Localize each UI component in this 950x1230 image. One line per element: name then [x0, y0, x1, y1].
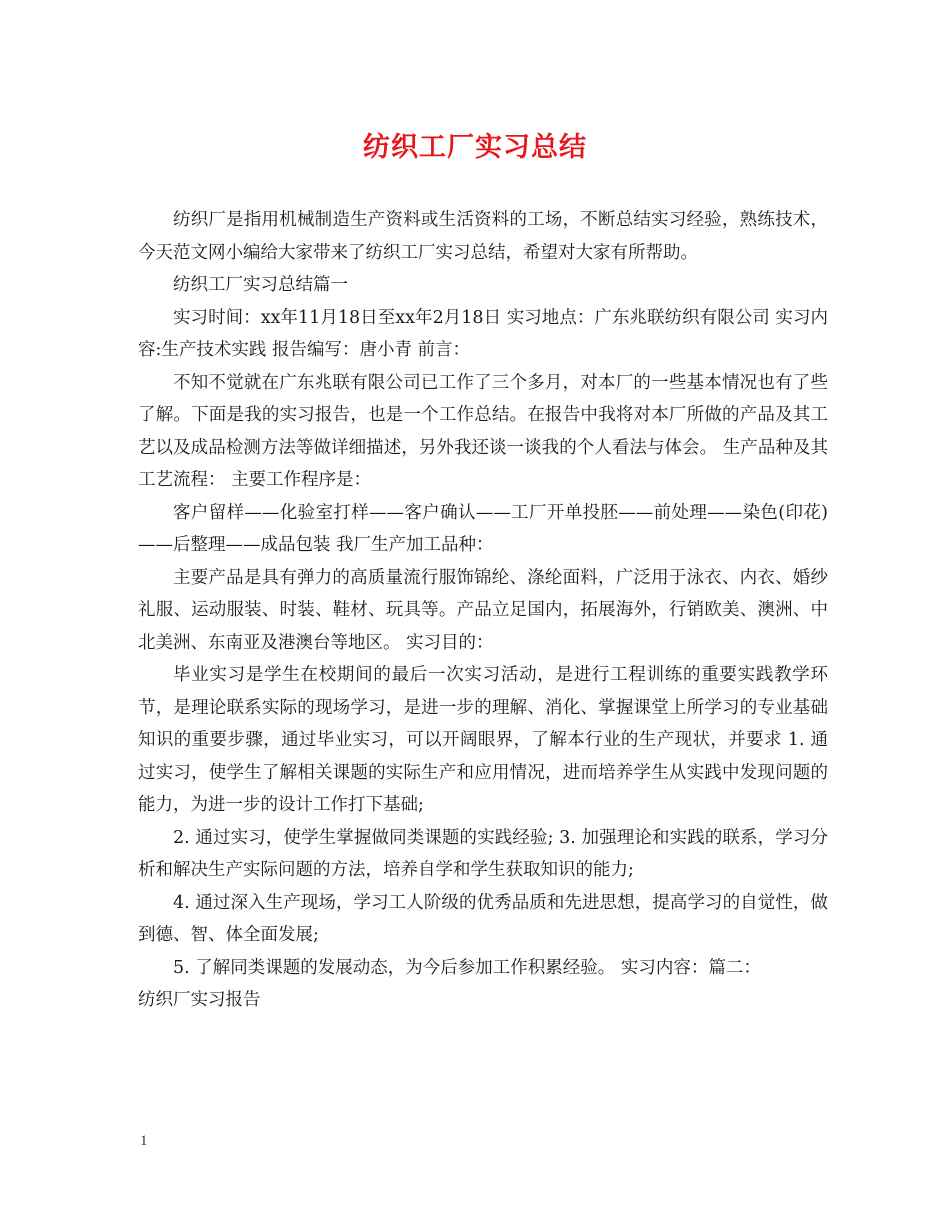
paragraph-section-heading: 纺织工厂实习总结篇一 — [173, 275, 348, 295]
paragraph-purpose-5: 5. 了解同类课题的发展动态，为今后参加工作积累经验。 实习内容：篇二： — [173, 957, 761, 978]
paragraph-intro: 纺织厂是指用机械制造生产资料或生活资料的工场，不断总结实习经验，熟练技术，今天范文网小编给大家带来了纺织工厂实习总结，希望对大家有所帮助。 — [138, 210, 828, 263]
document-body — [138, 204, 828, 1017]
paragraph-products: 主要产品是具有弹力的高质量流行服饰锦纶、涤纶面料，广泛用于泳衣、内衣、婚纱礼服、运动服装、时装、鞋材、玩具等。产品立足国内，拓展海外，行销欧美、澳洲、中北美洲、东南亚及港澳台等地区。 实习目的： — [138, 567, 828, 653]
paragraph-next-title: 纺织厂实习报告 — [138, 990, 261, 1010]
paragraph-preface: 不知不觉就在广东兆联有限公司已工作了三个多月，对本厂的一些基本情况也有了些了解。下面是我的实习报告，也是一个工作总结。在报告中我将对本厂所做的产品及其工艺以及成品检测方法等做详细描述，另外我还谈一谈我的个人看法与体会。 生产品种及其工艺流程： 主要工作程序是： — [138, 372, 828, 490]
paragraph-purpose-2-3: 2. 通过实习，使学生掌握做同类课题的实践经验; 3. 加强理论和实践的联系，学习分析和解决生产实际问题的方法，培养自学和学生获取知识的能力; — [138, 827, 828, 880]
paragraph-purpose: 毕业实习是学生在校期间的最后一次实习活动，是进行工程训练的重要实践教学环节，是理论联系实际的现场学习，是进一步的理解、消化、掌握课堂上所学习的专业基础知识的重要步骤，通过毕业实习，可以开阔眼界，了解本行业的生产现状，并要求 1. 通过实习，使学生了解相关课题的实际生产和应用情况，进而培养学生从实践中发现问题的能力，为进一步的设计工作打下基础; — [138, 665, 828, 815]
paragraph-purpose-4: 4. 通过深入生产现场，学习工人阶级的优秀品质和先进思想，提高学习的自觉性，做到德、智、体全面发展; — [138, 892, 828, 945]
paragraph-internship-info: 实习时间：xx年11月18日至xx年2月18日 实习地点：广东兆联纺织有限公司 实习内容:生产技术实践 报告编写：唐小青 前言： — [138, 307, 828, 360]
document-title: 纺织工厂实习总结 — [363, 132, 587, 163]
page-number: 1 — [140, 1133, 148, 1149]
paragraph-process: 客户留样——化验室打样——客户确认——工厂开单投胚——前处理——染色(印花)——后整理——成品包装 我厂生产加工品种： — [138, 502, 828, 555]
